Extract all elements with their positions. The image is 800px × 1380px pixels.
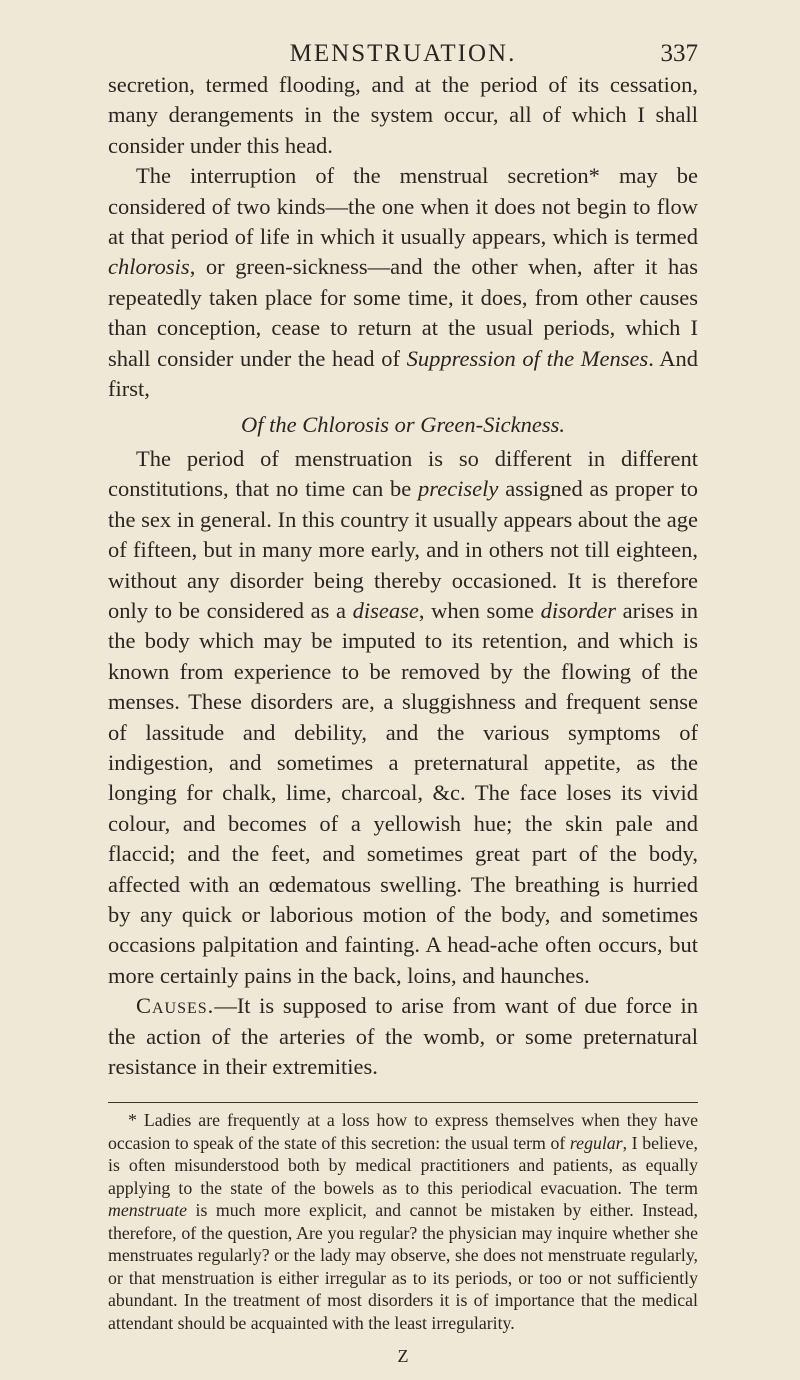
paragraph-continuation: secretion, termed flooding, and at the period of its cessation, many derangements in the system occur, all of which I shall consider under this head. bbox=[108, 72, 698, 158]
text-run: assigned as proper to the sex in general. In this country it usually appears about the age of fifteen, but in many more early, and in others not till eighteen, without any disorder being thereby occasioned. It is therefore only to be considered as a bbox=[108, 476, 699, 623]
italic-term: precisely bbox=[418, 476, 499, 502]
text-run: The period of menstruation is so different in different constitutions, that no time can be bbox=[108, 445, 698, 502]
italic-term: regular bbox=[569, 1132, 623, 1153]
italic-term: disease bbox=[352, 597, 419, 623]
italic-term: disorder bbox=[540, 597, 617, 623]
text-run: . And first, bbox=[108, 345, 698, 402]
text-run: * Ladies are frequently at a loss how to express themselves when they have occasion to speak of the state of this secretion: the usual term of bbox=[108, 1110, 698, 1153]
text-run: arises in the body which may be imputed to its retention, and which is known from experience to be removed by the flowing of the menses. These disorders are, a sluggishness and frequent sense of lassitude and debility, and the various symptoms of indigestion, and sometimes a preternatural appetite, as the longing for chalk, lime, charcoal, &c. The face loses its vivid colour, and becomes of a yellowish hue; the skin pale and flaccid; and the feet, and sometimes great part of the body, affected with an œdematous swelling. The breathing is hurried by any quick or laborious motion of the body, and sometimes occasions palpitation and fainting. A head-ache often occurs, but more certainly pains in the back, loins, and haunches. bbox=[108, 597, 698, 988]
footnote-text bbox=[108, 1109, 698, 1334]
section-heading: Of the Chlorosis or Green-Sickness. bbox=[241, 412, 565, 438]
text-run: , I believe, is often misunderstood both by medical practitioners and patients, as equally applying to the state of the bowels as to this periodical evacuation. The term bbox=[108, 1132, 698, 1198]
text-run: —It is supposed to arise from want of due force in the action of the arteries of the womb, or some preternatural resistance in their extremities. bbox=[108, 993, 698, 1079]
italic-term: menstruate bbox=[108, 1200, 188, 1221]
page-header bbox=[108, 0, 698, 70]
italic-term: chlorosis bbox=[108, 254, 190, 280]
italic-term: Suppression of the Menses bbox=[406, 345, 649, 371]
page-number: 337 bbox=[660, 40, 698, 67]
footnote-rule bbox=[108, 1102, 698, 1103]
causes-lead: Causes. bbox=[136, 993, 215, 1019]
paragraph-period bbox=[108, 444, 698, 991]
running-title: MENSTRUATION. bbox=[289, 40, 517, 67]
text-run: is much more explicit, and cannot be mistaken by either. Instead, therefore, of the question, Are you regular? the physician may inquire whether she menstruates regularly? or the lady may observe, she does not menstruate regularly, or that menstruation is either irregular as to its periods, or too or not sufficiently abundant. In the treatment of most disorders it is of importance that the medical attendant should be acquainted with the least irregularity. bbox=[108, 1200, 698, 1333]
text-run: , or green-sickness—and the other when, after it has repeatedly taken place for some time, it does, from other causes than conception, cease to return at the usual periods, which I shall consider under the head of bbox=[108, 254, 698, 371]
signature-mark: Z bbox=[397, 1346, 409, 1367]
paragraph-interruption bbox=[108, 161, 698, 404]
footnote bbox=[108, 1109, 698, 1334]
body-text bbox=[108, 70, 698, 1082]
text-run: The interruption of the menstrual secretion* may be considered of two kinds—the one when it does not begin to flow at that period of life in which it usually appears, which is termed bbox=[108, 163, 698, 250]
text-run: , when some bbox=[418, 597, 541, 623]
paragraph-causes bbox=[108, 991, 698, 1082]
